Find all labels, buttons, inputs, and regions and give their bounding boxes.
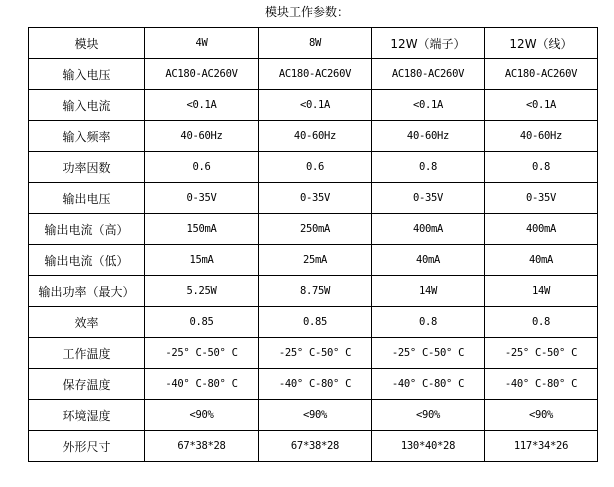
value-cell: AC180-AC260V xyxy=(145,59,259,90)
value-cell: <0.1A xyxy=(145,90,259,121)
value-cell: <90% xyxy=(372,400,485,431)
value-cell: -40° C-80° C xyxy=(372,369,485,400)
header-cell-12w-terminal: 12W（端子） xyxy=(372,28,485,59)
row-label-cell: 外形尺寸 xyxy=(29,431,145,462)
value-cell: 0-35V xyxy=(145,183,259,214)
value-cell: 67*38*28 xyxy=(259,431,372,462)
value-cell: AC180-AC260V xyxy=(259,59,372,90)
value-cell: 0.8 xyxy=(485,307,598,338)
value-cell: 40-60Hz xyxy=(259,121,372,152)
value-cell: 150mA xyxy=(145,214,259,245)
row-label-cell: 工作温度 xyxy=(29,338,145,369)
value-cell: <0.1A xyxy=(259,90,372,121)
value-cell: -40° C-80° C xyxy=(145,369,259,400)
header-cell-8w: 8W xyxy=(259,28,372,59)
value-cell: 0.6 xyxy=(259,152,372,183)
table-row xyxy=(29,245,598,276)
value-cell: 400mA xyxy=(372,214,485,245)
spec-table-body xyxy=(29,28,598,462)
value-cell: -25° C-50° C xyxy=(372,338,485,369)
value-cell: 40-60Hz xyxy=(372,121,485,152)
row-label-cell: 输入电压 xyxy=(29,59,145,90)
value-cell: <90% xyxy=(259,400,372,431)
table-row xyxy=(29,90,598,121)
row-label-cell: 输出功率（最大） xyxy=(29,276,145,307)
header-row xyxy=(29,28,598,59)
value-cell: 67*38*28 xyxy=(145,431,259,462)
row-label-cell: 输出电流（高） xyxy=(29,214,145,245)
value-cell: <90% xyxy=(145,400,259,431)
value-cell: 14W xyxy=(485,276,598,307)
table-row xyxy=(29,59,598,90)
value-cell: 40mA xyxy=(372,245,485,276)
table-row xyxy=(29,214,598,245)
table-row xyxy=(29,276,598,307)
value-cell: 25mA xyxy=(259,245,372,276)
value-cell: 8.75W xyxy=(259,276,372,307)
value-cell: 0.6 xyxy=(145,152,259,183)
value-cell: 40-60Hz xyxy=(145,121,259,152)
value-cell: AC180-AC260V xyxy=(485,59,598,90)
table-row xyxy=(29,431,598,462)
value-cell: -25° C-50° C xyxy=(145,338,259,369)
row-label-cell: 输入电流 xyxy=(29,90,145,121)
value-cell: -25° C-50° C xyxy=(259,338,372,369)
value-cell: 0.85 xyxy=(259,307,372,338)
value-cell: <90% xyxy=(485,400,598,431)
row-label-cell: 环境湿度 xyxy=(29,400,145,431)
value-cell: 250mA xyxy=(259,214,372,245)
value-cell: 117*34*26 xyxy=(485,431,598,462)
row-label-cell: 输出电流（低） xyxy=(29,245,145,276)
row-label-cell: 输出电压 xyxy=(29,183,145,214)
value-cell: 0-35V xyxy=(372,183,485,214)
value-cell: 0.85 xyxy=(145,307,259,338)
table-row xyxy=(29,121,598,152)
value-cell: 0.8 xyxy=(372,152,485,183)
table-row xyxy=(29,152,598,183)
table-row xyxy=(29,400,598,431)
value-cell: 0.8 xyxy=(485,152,598,183)
value-cell: <0.1A xyxy=(485,90,598,121)
table-row xyxy=(29,338,598,369)
value-cell: -25° C-50° C xyxy=(485,338,598,369)
value-cell: 0-35V xyxy=(259,183,372,214)
value-cell: 130*40*28 xyxy=(372,431,485,462)
table-row xyxy=(29,183,598,214)
value-cell: -40° C-80° C xyxy=(485,369,598,400)
value-cell: AC180-AC260V xyxy=(372,59,485,90)
header-cell-12w-wire: 12W（线） xyxy=(485,28,598,59)
table-row xyxy=(29,307,598,338)
header-cell-4w: 4W xyxy=(145,28,259,59)
table-row xyxy=(29,369,598,400)
row-label-cell: 输入频率 xyxy=(29,121,145,152)
spec-table xyxy=(28,27,598,462)
value-cell: <0.1A xyxy=(372,90,485,121)
value-cell: 40mA xyxy=(485,245,598,276)
row-label-cell: 功率因数 xyxy=(29,152,145,183)
value-cell: 14W xyxy=(372,276,485,307)
value-cell: 40-60Hz xyxy=(485,121,598,152)
page-title: 模块工作参数： xyxy=(264,5,349,19)
value-cell: 15mA xyxy=(145,245,259,276)
value-cell: 0-35V xyxy=(485,183,598,214)
value-cell: 400mA xyxy=(485,214,598,245)
value-cell: 5.25W xyxy=(145,276,259,307)
header-cell-module: 模块 xyxy=(29,28,145,59)
row-label-cell: 保存温度 xyxy=(29,369,145,400)
value-cell: 0.8 xyxy=(372,307,485,338)
value-cell: -40° C-80° C xyxy=(259,369,372,400)
row-label-cell: 效率 xyxy=(29,307,145,338)
